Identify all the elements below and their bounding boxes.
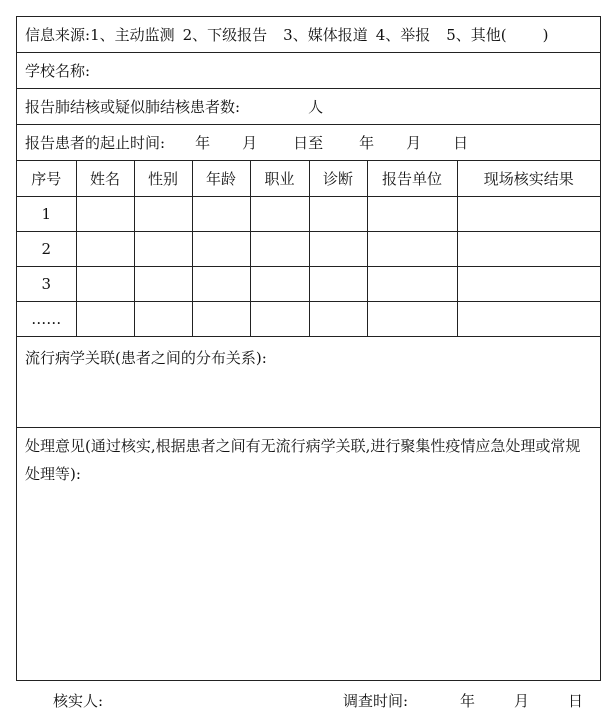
table-cell[interactable] — [250, 231, 309, 266]
row-seq: 1 — [17, 196, 76, 231]
end-month-label: 月 — [406, 134, 422, 152]
to-label: 至 — [308, 134, 324, 152]
row-seq: 2 — [17, 231, 76, 266]
table-cell[interactable] — [309, 196, 367, 231]
table-cell[interactable] — [250, 196, 309, 231]
table-row — [17, 301, 600, 336]
table-row — [17, 266, 600, 301]
table-cell[interactable] — [76, 266, 134, 301]
source-option-4: 4、举报 — [375, 26, 431, 44]
survey-time-label: 调查时间: — [343, 692, 409, 710]
col-header-age: 年龄 — [192, 161, 250, 196]
source-option-close: ) — [542, 25, 549, 44]
table-cell[interactable] — [457, 301, 600, 336]
end-day-label: 日 — [453, 134, 469, 152]
table-cell[interactable] — [192, 301, 250, 336]
info-source-row — [17, 17, 600, 53]
verifier-label: 核实人: — [53, 692, 104, 710]
table-row — [17, 196, 600, 231]
end-year-label: 年 — [359, 134, 375, 152]
table-cell[interactable] — [367, 196, 457, 231]
school-name-label: 学校名称: — [25, 62, 91, 80]
survey-year-label: 年 — [460, 692, 476, 710]
school-name-row — [17, 53, 600, 89]
start-day-label: 日 — [293, 134, 309, 152]
source-option-3: 3、媒体报道 — [283, 26, 368, 44]
col-header-occupation: 职业 — [250, 161, 309, 196]
table-cell[interactable] — [457, 196, 600, 231]
table-cell[interactable] — [76, 196, 134, 231]
table-cell[interactable] — [134, 196, 192, 231]
survey-month-label: 月 — [514, 692, 530, 710]
table-cell[interactable] — [134, 301, 192, 336]
table-cell[interactable] — [367, 231, 457, 266]
table-cell[interactable] — [76, 301, 134, 336]
footer — [0, 690, 615, 714]
source-option-2: 2、下级报告 — [182, 26, 268, 44]
report-period-label: 报告患者的起止时间: — [25, 134, 166, 152]
start-month-label: 月 — [242, 134, 258, 152]
table-cell[interactable] — [309, 266, 367, 301]
table-cell[interactable] — [457, 231, 600, 266]
table-header-row — [17, 161, 600, 196]
col-header-diagnosis: 诊断 — [309, 161, 367, 196]
table-cell[interactable] — [250, 266, 309, 301]
info-source-label: 信息来源: — [25, 26, 91, 44]
col-header-name: 姓名 — [76, 161, 134, 196]
table-cell[interactable] — [309, 301, 367, 336]
table-cell[interactable] — [76, 231, 134, 266]
start-year-label: 年 — [195, 134, 211, 152]
source-option-1: 1、主动监测 — [90, 26, 175, 44]
col-header-gender: 性别 — [134, 161, 192, 196]
table-cell[interactable] — [134, 266, 192, 301]
patient-count-unit: 人 — [308, 98, 324, 116]
table-cell[interactable] — [192, 196, 250, 231]
table-cell[interactable] — [367, 301, 457, 336]
table-cell[interactable] — [192, 231, 250, 266]
report-period-row — [17, 125, 600, 161]
source-option-5: 5、其他( — [446, 26, 507, 44]
patient-count-label: 报告肺结核或疑似肺结核患者数: — [25, 98, 241, 116]
table-cell[interactable] — [134, 231, 192, 266]
col-header-verification-result: 现场核实结果 — [457, 161, 600, 196]
survey-day-label: 日 — [568, 692, 584, 710]
patient-count-row — [17, 89, 600, 125]
table-row — [17, 231, 600, 266]
table-cell[interactable] — [309, 231, 367, 266]
table-cell[interactable] — [367, 266, 457, 301]
handling-opinion-label: 处理意见(通过核实,根据患者之间有无流行病学关联,进行聚集性疫情应急处理或常规处理等): — [25, 436, 581, 483]
patient-table — [17, 161, 600, 337]
table-cell[interactable] — [250, 301, 309, 336]
verification-form — [16, 16, 601, 681]
epi-association-label: 流行病学关联(患者之间的分布关系): — [25, 348, 267, 367]
col-header-reporting-unit: 报告单位 — [367, 161, 457, 196]
row-seq: 3 — [17, 266, 76, 301]
table-cell[interactable] — [192, 266, 250, 301]
epi-association-section[interactable] — [17, 337, 600, 428]
row-seq: …… — [17, 301, 76, 336]
table-cell[interactable] — [457, 266, 600, 301]
handling-opinion-section[interactable] — [17, 428, 600, 680]
col-header-seq: 序号 — [17, 161, 76, 196]
